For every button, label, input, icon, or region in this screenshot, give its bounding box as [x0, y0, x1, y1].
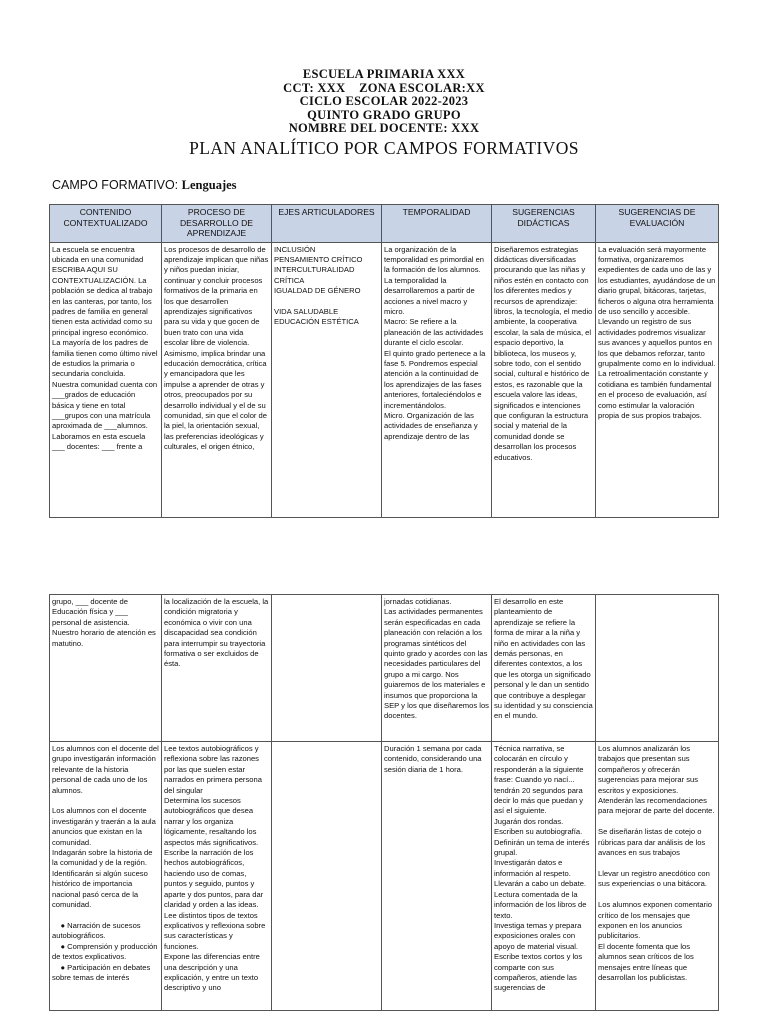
cell-contenido: Los alumnos con el docente del grupo investigarán información relevante de la historia personal de cada uno de los alumnos. Los alumnos con el docente investigarán y traerán a la aula anuncios que existan en la comunidad. Indagarán sobre la historia de la comunidad y de la región. Identificarán si algún suceso histórico de importancia nacional pasó cerca de la comunidad. ● Narración de sucesos autobiográficos. ● Comprensión y producción de textos explicativos. ● Participación en debates sobre temas de interés [50, 742, 162, 1011]
cell-proceso: la localización de la escuela, la condición migratoria y económica o vivir con una discapacidad sea condición para interrumpir su trayectoria formativa o ser excluidos de ésta. [162, 595, 272, 742]
cell-sugerencias-evaluacion: La evaluación será mayormente formativa, organizaremos expedientes de cada uno de las y los estudiantes, ayudándose de un diario grupal, bitácoras, tarjetas, ficheros o alguna otra herramienta de uso sencillo y accesible. Llevando un registro de sus actividades podremos visualizar sus avances y aquellos puntos en los que debamos reforzar, tanto grupalmente como en lo individual. La retroalimentación constante y cotidiana es también fundamental en el proceso de evaluación, así como estimular la valoración propia de sus propios trabajos. [596, 242, 719, 517]
grade-group: QUINTO GRADO GRUPO [307, 107, 461, 122]
cell-temporalidad: La organización de la temporalidad es primordial en la formación de los alumnos. La temporalidad la desarrollaremos a partir de acciones a nivel macro y micro. Macro: Se refiere a la planeación de las actividades durante el ciclo escolar. El quinto grado pertenece a la fase 5. Pondremos especial atención a la continuidad de los aprendizajes de las fases anteriores, fortaleciéndolos e incrementándolos. Micro. Organización de las actividades de enseñanza y aprendizaje dentro de las [382, 242, 492, 517]
campo-formativo [52, 178, 237, 193]
cell-sugerencias-didacticas: Técnica narrativa, se colocarán en círculo y responderán a la siguiente frase: Cuando yo nací... tendrán 20 segundos para decir lo más que puedan y así el siguiente. Jugarán dos rondas. Escriben su autobiografía. Definirán un tema de interés grupal. Investigarán datos e información al respeto. Llevarán a cabo un debate. Lectura comentada de la información de los libros de texto. Investiga temas y prepara exposiciones orales con apoyo de material visual. Escribe textos cortos y los comparte con sus compañeros, atiende las sugerencias de [492, 742, 596, 1011]
col-header-sugerencias-didacticas: SUGERENCIAS DIDÁCTICAS [492, 205, 596, 243]
plan-table-top [49, 204, 719, 518]
cell-ejes [272, 595, 382, 742]
cct-line: CCT: XXX ZONA ESCOLAR:XX [283, 80, 485, 95]
cell-proceso: Los procesos de desarrollo de aprendizaje implican que niñas y niños puedan iniciar, continuar y concluir procesos formativos de la primaria en los que desarrollen aprendizajes significativos para su vida y que gocen de buen trato con una vida escolar libre de violencia. Asimismo, implica brindar una educación democrática, crítica y emancipadora que les impulse a aprender de otras y otros, preocupados por su desarrollo individual y el de su comunidad, sin que el color de la piel, la orientación sexual, las preferencias ideológicas y culturales, el origen étnico, [162, 242, 272, 517]
cell-sugerencias-evaluacion [596, 595, 719, 742]
campo-label: CAMPO FORMATIVO: [52, 178, 179, 192]
table-row [50, 242, 719, 517]
cell-temporalidad: Duración 1 semana por cada contenido, considerando una sesión diaria de 1 hora. [382, 742, 492, 1011]
cell-contenido: grupo, ___ docente de Educación física y ___ personal de asistencia. Nuestro horario de atención es matutino. [50, 595, 162, 742]
col-header-proceso: PROCESO DE DESARROLLO DE APRENDIZAJE [162, 205, 272, 243]
table-header-row [50, 205, 719, 243]
cell-sugerencias-evaluacion: Los alumnos analizarán los trabajos que presentan sus compañeros y ofrecerán sugerencias para mejorar sus escritos y exposiciones. Atenderán las recomendaciones para mejorar de parte del docente. Se diseñarán listas de cotejo o rúbricas para dar análisis de los avances en sus trabajos Llevar un registro anecdótico con sus experiencias o una bitácora. Los alumnos exponen comentario crítico de los mensajes que exponen en los anuncios publicitarios. El docente fomenta que los alumnos sean críticos de los mensajes entre líneas que desarrollan los publicistas. [596, 742, 719, 1011]
cell-contenido: La escuela se encuentra ubicada en una comunidad ESCRIBA AQUI SU CONTEXTUALIZACIÓN. La población se dedica al trabajo en las canteras, por tanto, los padres de familia en general tienen esta actividad como su principal ingreso económico. La mayoría de los padres de familia tienen como último nivel de estudios la primaria o secundaria concluida. Nuestra comunidad cuenta con ___grados de educación básica y tiene en total ___grupos con una matrícula aproximada de ___alumnos. Laboramos en esta escuela ___ docentes: ___ frente a [50, 242, 162, 517]
cell-ejes: INCLUSIÓN PENSAMIENTO CRÍTICO INTERCULTURALIDAD CRÍTICA IGUALDAD DE GÉNERO VIDA SALUDABLE EDUCACIÓN ESTÉTICA [272, 242, 382, 517]
plan-table-bottom [49, 594, 719, 1011]
document-header [0, 68, 768, 159]
cell-sugerencias-didacticas: Diseñaremos estrategias didácticas diversificadas procurando que las niñas y niños estén en contacto con los diferentes medios y recursos de aprendizaje: libros, la tecnología, el medio ambiente, la cooperativa escolar, la sala de música, el espacio deportivo, la biblioteca, los museos y, sobre todo, con el sentido social, cultural e histórico de estos, es razonable que la escuela valore las ideas, significados e intenciones que configuran la estructura social y material de la comunidad donde se desarrollan los procesos educativos. [492, 242, 596, 517]
table-row [50, 595, 719, 742]
col-header-temporalidad: TEMPORALIDAD [382, 205, 492, 243]
plan-title: PLAN ANALÍTICO POR CAMPOS FORMATIVOS [189, 137, 579, 158]
campo-value: Lenguajes [181, 178, 237, 192]
col-header-contenido: CONTENIDO CONTEXTUALIZADO [50, 205, 162, 243]
col-header-ejes: EJES ARTICULADORES [272, 205, 382, 243]
cell-temporalidad: jornadas cotidianas. Las actividades permanentes serán especificadas en cada planeación con relación a los programas sintéticos del quinto grado y acordes con las necesidades particulares del grupo a mi cargo. Nos guiaremos de los materiales e insumos que proporciona la SEP y los que diseñaremos los docentes. [382, 595, 492, 742]
col-header-sugerencias-evaluacion: SUGERENCIAS DE EVALUACIÓN [596, 205, 719, 243]
table-row [50, 742, 719, 1011]
school-cycle: CICLO ESCOLAR 2022-2023 [299, 94, 469, 108]
cell-ejes [272, 742, 382, 1011]
school-name: ESCUELA PRIMARIA XXX [302, 67, 466, 81]
cell-sugerencias-didacticas: El desarrollo en este planteamiento de aprendizaje se refiere la forma de mirar a la niña y niño en actividades con las demás personas, en diferentes contextos, a los que les otorga un significado personal y le dan un sentido que contribuye a desplegar su identidad y su consciencia en el mundo. [492, 595, 596, 742]
teacher-name: NOMBRE DEL DOCENTE: XXX [288, 121, 480, 135]
cell-proceso: Lee textos autobiográficos y reflexiona sobre las razones por las que suelen estar narrados en primera persona del singular Determina los sucesos autobiográficos que desea narrar y los organiza lógicamente, resaltando los aspectos más significativos. Escribe la narración de los hechos autobiográficos, haciendo uso de comas, puntos y seguido, puntos y aparte y dos puntos, para dar claridad y orden a las ideas. Lee distintos tipos de textos explicativos y reflexiona sobre sus características y funciones. Expone las diferencias entre una descripción y una explicación, y entre un texto descriptivo y uno [162, 742, 272, 1011]
